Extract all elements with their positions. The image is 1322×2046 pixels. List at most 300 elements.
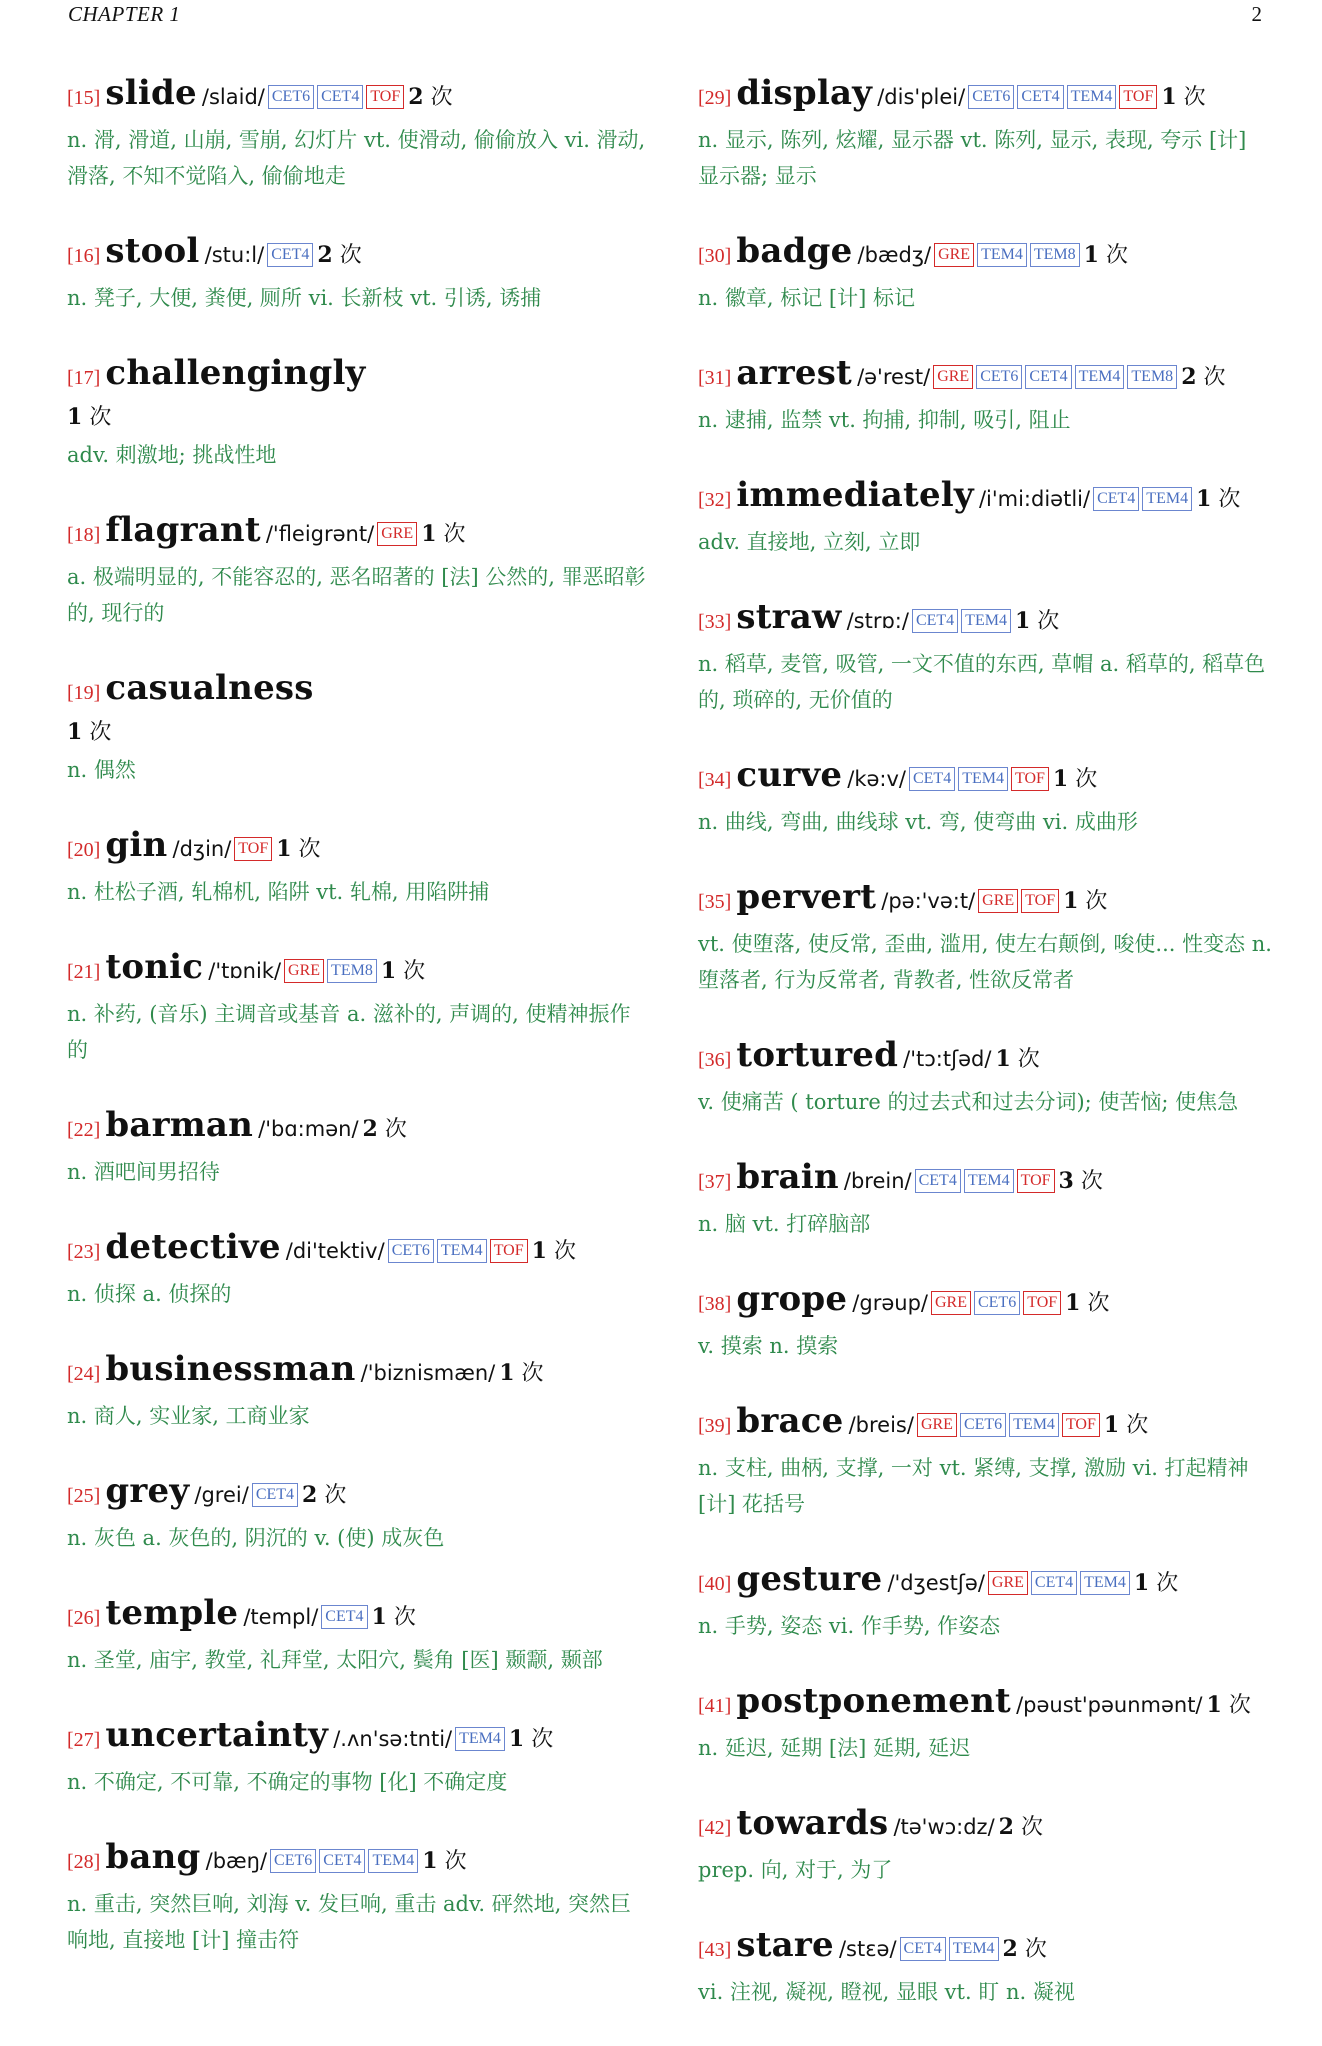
frequency-count: 2 <box>317 242 333 268</box>
definition: n. 偶然 <box>67 758 136 782</box>
vocab-entry <box>67 824 647 910</box>
entry-headline <box>67 1104 647 1152</box>
frequency-count: 1 <box>1063 888 1079 914</box>
entry-number: [25] <box>67 1485 101 1507</box>
frequency <box>1003 1937 1047 1962</box>
exam-tag-cet4: CET4 <box>267 243 313 267</box>
definition: v. 使痛苦 ( torture 的过去式和过去分词); 使苦恼; 使焦急 <box>698 1090 1239 1114</box>
headword: arrest <box>736 353 852 393</box>
pronunciation: /strɒ:/ <box>846 609 909 633</box>
right-column <box>698 72 1272 2046</box>
frequency <box>1015 609 1059 634</box>
exam-tag-tof: TOF <box>1017 1169 1055 1193</box>
frequency <box>421 522 465 547</box>
frequency-unit: 次 <box>384 1117 407 1142</box>
exam-tag-tem4: TEM4 <box>1067 85 1117 109</box>
frequency-unit: 次 <box>1218 487 1241 512</box>
frequency-count: 1 <box>1133 1570 1150 1596</box>
headword: stool <box>105 231 200 271</box>
frequency-unit: 次 <box>393 1605 416 1630</box>
vocab-entry <box>698 754 1272 840</box>
pronunciation: /.ʌn'sə:tnti/ <box>333 1727 453 1751</box>
frequency-unit: 次 <box>430 85 453 110</box>
frequency <box>1053 767 1097 792</box>
headword: uncertainty <box>105 1715 329 1755</box>
vocab-entry <box>698 1924 1272 2010</box>
entry-number: [20] <box>67 839 101 861</box>
headword: brace <box>736 1401 844 1441</box>
exam-tag-tof: TOF <box>1021 889 1059 913</box>
frequency-count: 2 <box>362 1116 378 1142</box>
exam-tag-tof: TOF <box>1023 1291 1061 1315</box>
frequency <box>509 1727 553 1752</box>
frequency <box>995 1047 1039 1072</box>
vocab-entry <box>698 1558 1272 1644</box>
headword: gin <box>105 825 168 865</box>
definition: adv. 直接地, 立刻, 立即 <box>698 530 921 554</box>
entry-number: [29] <box>698 87 732 109</box>
exam-tag-tem4: TEM4 <box>455 1727 505 1751</box>
frequency-count: 1 <box>1083 242 1099 268</box>
frequency-unit: 次 <box>1080 1169 1103 1194</box>
exam-tag-gre: GRE <box>933 365 973 389</box>
exam-tag-tem8: TEM8 <box>327 959 377 983</box>
entry-number: [15] <box>67 87 101 109</box>
entry-headline <box>67 1836 647 1884</box>
frequency-count: 1 <box>1065 1290 1081 1316</box>
frequency-unit: 次 <box>444 1849 467 1874</box>
pronunciation: /pə:'və:t/ <box>881 889 976 913</box>
entry-number: [27] <box>67 1729 101 1751</box>
headword: detective <box>105 1227 281 1267</box>
definition: n. 不确定, 不可靠, 不确定的事物 [化] 不确定度 <box>67 1770 508 1794</box>
frequency <box>363 1117 407 1142</box>
frequency-unit: 次 <box>1156 1571 1179 1596</box>
exam-tag-tof: TOF <box>1011 767 1049 791</box>
pronunciation: /slaid/ <box>201 85 265 109</box>
entry-number: [36] <box>698 1049 732 1071</box>
exam-tag-gre: GRE <box>934 243 974 267</box>
frequency-count: 2 <box>408 84 424 110</box>
entry-headline <box>698 1156 1272 1204</box>
exam-tag-cet6: CET6 <box>388 1239 434 1263</box>
entry-number: [21] <box>67 961 101 983</box>
frequency-count: 1 <box>508 1726 525 1752</box>
exam-tag-tem4: TEM4 <box>949 1937 999 1961</box>
frequency-count: 1 <box>1161 84 1177 110</box>
entry-number: [32] <box>698 489 732 511</box>
entry-headline <box>698 1400 1272 1448</box>
frequency-unit: 次 <box>1020 1815 1043 1840</box>
vocab-entry <box>698 1034 1272 1120</box>
frequency-unit: 次 <box>443 522 466 547</box>
exam-tag-cet6: CET6 <box>268 85 314 109</box>
frequency-unit: 次 <box>1087 1291 1110 1316</box>
exam-tag-cet4: CET4 <box>319 1849 365 1873</box>
entry-headline <box>67 352 647 400</box>
definition: prep. 向, 对于, 为了 <box>698 1858 893 1882</box>
frequency <box>302 1483 346 1508</box>
pronunciation: /brein/ <box>843 1169 912 1193</box>
frequency <box>1207 1693 1251 1718</box>
definition: n. 支柱, 曲柄, 支撑, 一对 vt. 紧缚, 支撑, 激励 vi. 打起精神 [计] 花括号 <box>698 1456 1249 1516</box>
definition: n. 补药, (音乐) 主调音或基音 a. 滋补的, 声调的, 使精神振作的 <box>67 1002 631 1062</box>
definition: n. 圣堂, 庙宇, 教堂, 礼拜堂, 太阳穴, 鬓角 [医] 颞颥, 颞部 <box>67 1648 603 1672</box>
exam-tag-gre: GRE <box>284 959 324 983</box>
vocab-entry <box>698 474 1272 560</box>
entry-number: [28] <box>67 1851 101 1873</box>
frequency <box>317 243 361 268</box>
pronunciation: /breis/ <box>848 1413 914 1437</box>
pronunciation: /grei/ <box>194 1483 249 1507</box>
entry-number: [26] <box>67 1607 101 1629</box>
frequency-unit: 次 <box>339 243 362 268</box>
vocab-entry <box>67 1592 647 1678</box>
exam-tag-tof: TOF <box>490 1239 528 1263</box>
headword: stare <box>736 1925 834 1965</box>
vocab-entry <box>67 667 647 788</box>
entry-headline <box>67 1470 647 1518</box>
frequency-unit: 次 <box>1037 609 1060 634</box>
frequency-unit: 次 <box>1024 1937 1047 1962</box>
pronunciation: /kə:v/ <box>847 767 906 791</box>
frequency-unit: 次 <box>1228 1693 1251 1718</box>
frequency-count: 2 <box>1002 1936 1018 1962</box>
frequency <box>67 405 111 430</box>
exam-tag-cet6: CET6 <box>270 1849 316 1873</box>
definition: n. 显示, 陈列, 炫耀, 显示器 vt. 陈列, 显示, 表现, 夸示 [计] 显示器; 显示 <box>698 128 1247 188</box>
definition: n. 商人, 实业家, 工商业家 <box>67 1404 310 1428</box>
definition: n. 重击, 突然巨响, 刘海 v. 发巨响, 重击 adv. 砰然地, 突然巨响地, 直接地 [计] 撞击符 <box>67 1892 632 1952</box>
entry-headline <box>67 72 647 120</box>
exam-tag-gre: GRE <box>988 1571 1028 1595</box>
definition: n. 手势, 姿态 vi. 作手势, 作姿态 <box>698 1614 1001 1638</box>
entry-headline <box>67 667 647 715</box>
entry-number: [23] <box>67 1241 101 1263</box>
definition: n. 杜松子酒, 轧棉机, 陷阱 vt. 轧棉, 用陷阱捕 <box>67 880 490 904</box>
entry-number: [31] <box>698 367 732 389</box>
frequency <box>67 720 111 745</box>
exam-tag-cet4: CET4 <box>909 767 955 791</box>
definition: n. 酒吧间男招待 <box>67 1160 220 1184</box>
frequency-count: 1 <box>1052 766 1069 792</box>
pronunciation: /'tɔ:tʃəd/ <box>903 1047 992 1071</box>
entry-number: [33] <box>698 611 732 633</box>
pronunciation: /stɛə/ <box>838 1937 897 1961</box>
exam-tag-cet4: CET4 <box>1017 85 1063 109</box>
entry-number: [16] <box>67 245 101 267</box>
entry-headline <box>698 230 1272 278</box>
headword: grope <box>736 1279 848 1319</box>
definition: n. 稻草, 麦管, 吸管, 一文不值的东西, 草帽 a. 稻草的, 稻草色的, 琐碎的, 无价值的 <box>698 652 1266 712</box>
vocab-entry <box>67 352 647 473</box>
vocab-entry <box>698 1156 1272 1242</box>
entry-number: [19] <box>67 682 101 704</box>
frequency-unit: 次 <box>1183 85 1206 110</box>
entry-headline <box>67 946 647 994</box>
headword: flagrant <box>105 510 261 550</box>
entry-number: [38] <box>698 1293 732 1315</box>
frequency-count: 1 <box>421 521 437 547</box>
definition: n. 曲线, 弯曲, 曲线球 vt. 弯, 使弯曲 vi. 成曲形 <box>698 810 1138 834</box>
definition: n. 逮捕, 监禁 vt. 拘捕, 抑制, 吸引, 阻止 <box>698 408 1071 432</box>
vocab-entry <box>698 1400 1272 1522</box>
frequency-count: 1 <box>1206 1692 1222 1718</box>
exam-tag-tem4: TEM4 <box>977 243 1027 267</box>
exam-tag-cet4: CET4 <box>321 1605 367 1629</box>
headword: barman <box>105 1105 254 1145</box>
frequency <box>1063 889 1107 914</box>
frequency-unit: 次 <box>1085 889 1108 914</box>
frequency-unit: 次 <box>553 1239 576 1264</box>
left-column <box>67 72 647 1994</box>
pronunciation: /di'tektiv/ <box>285 1239 385 1263</box>
exam-tag-tem4: TEM4 <box>1075 365 1125 389</box>
vocab-entry <box>698 1802 1272 1888</box>
headword: tortured <box>736 1035 899 1075</box>
exam-tag-tem4: TEM4 <box>437 1239 487 1263</box>
pronunciation: /'tɒnik/ <box>208 959 282 983</box>
pronunciation: /templ/ <box>243 1605 319 1629</box>
headword: slide <box>105 73 197 113</box>
headword: casualness <box>105 668 314 708</box>
vocab-entry <box>67 1470 647 1556</box>
headword: straw <box>736 597 842 637</box>
exam-tag-tem4: TEM4 <box>964 1169 1014 1193</box>
pronunciation: /pəust'pəunmənt/ <box>1016 1693 1203 1717</box>
headword: bang <box>105 1837 201 1877</box>
frequency-unit: 次 <box>1126 1413 1149 1438</box>
frequency <box>1059 1169 1103 1194</box>
frequency <box>372 1605 416 1630</box>
frequency-count: 1 <box>1103 1412 1120 1438</box>
headword: tonic <box>105 947 204 987</box>
entry-number: [43] <box>698 1939 732 1961</box>
vocab-entry <box>698 72 1272 194</box>
frequency-unit: 次 <box>531 1727 554 1752</box>
pronunciation: /bæŋ/ <box>205 1849 268 1873</box>
definition: v. 摸索 n. 摸索 <box>698 1334 839 1358</box>
exam-tag-cet4: CET4 <box>317 85 363 109</box>
definition: n. 灰色 a. 灰色的, 阴沉的 v. (使) 成灰色 <box>67 1526 445 1550</box>
entry-headline <box>698 1802 1272 1850</box>
exam-tag-tem8: TEM8 <box>1030 243 1080 267</box>
frequency-count: 2 <box>1181 364 1197 390</box>
exam-tag-tem4: TEM4 <box>1142 487 1192 511</box>
entry-number: [34] <box>698 769 732 791</box>
pronunciation: /'fleigrənt/ <box>265 522 375 546</box>
pronunciation: /'biznismæn/ <box>360 1361 496 1385</box>
exam-tag-tem4: TEM4 <box>958 767 1008 791</box>
pronunciation: /dʒin/ <box>172 837 232 861</box>
entry-headline <box>698 1924 1272 1972</box>
entry-headline <box>67 824 647 872</box>
definition: a. 极端明显的, 不能容忍的, 恶名昭著的 [法] 公然的, 罪恶昭彰的, 现行的 <box>67 565 646 625</box>
exam-tag-tof: TOF <box>234 837 272 861</box>
entry-number: [41] <box>698 1695 732 1717</box>
vocab-entry <box>67 1714 647 1800</box>
headword: badge <box>736 231 853 271</box>
frequency-count: 3 <box>1058 1168 1074 1194</box>
headword: pervert <box>736 877 877 917</box>
frequency-unit: 次 <box>1203 365 1226 390</box>
entry-number: [17] <box>67 367 101 389</box>
definition: adv. 刺激地; 挑战性地 <box>67 443 277 467</box>
frequency-count: 1 <box>67 719 83 745</box>
entry-headline <box>698 474 1272 522</box>
vocab-entry <box>67 1348 647 1434</box>
definition: n. 延迟, 延期 [法] 延期, 延迟 <box>698 1736 971 1760</box>
pronunciation: /grəup/ <box>852 1291 928 1315</box>
frequency-count: 1 <box>371 1604 387 1630</box>
vocab-entry <box>698 596 1272 718</box>
pronunciation: /tə'wɔ:dz/ <box>893 1815 995 1839</box>
vocab-entry <box>67 1226 647 1312</box>
entry-number: [18] <box>67 524 101 546</box>
pronunciation: /i'mi:diətli/ <box>978 487 1091 511</box>
vocab-entry <box>698 1278 1272 1364</box>
frequency <box>381 959 425 984</box>
frequency-count: 1 <box>995 1046 1011 1072</box>
exam-tag-cet4: CET4 <box>1093 487 1139 511</box>
exam-tag-cet4: CET4 <box>915 1169 961 1193</box>
entry-number: [39] <box>698 1415 732 1437</box>
definition: n. 滑, 滑道, 山崩, 雪崩, 幻灯片 vt. 使滑动, 偷偷放入 vi. 滑动, 滑落, 不知不觉陷入, 偷偷地走 <box>67 128 646 188</box>
frequency <box>1134 1571 1178 1596</box>
pronunciation: /stu:l/ <box>204 243 265 267</box>
frequency <box>276 837 320 862</box>
exam-tag-cet4: CET4 <box>1031 1571 1077 1595</box>
frequency <box>999 1815 1043 1840</box>
headword: postponement <box>736 1681 1011 1721</box>
entry-headline <box>67 1226 647 1274</box>
frequency <box>1104 1413 1148 1438</box>
frequency-count: 1 <box>67 404 83 430</box>
exam-tag-tof: TOF <box>1062 1413 1100 1437</box>
entry-number: [37] <box>698 1171 732 1193</box>
exam-tag-cet6: CET6 <box>976 365 1022 389</box>
pronunciation: /bædʒ/ <box>857 243 932 267</box>
frequency <box>1161 85 1205 110</box>
exam-tag-tof: TOF <box>366 85 404 109</box>
exam-tag-tem4: TEM4 <box>1080 1571 1130 1595</box>
entry-headline <box>698 1034 1272 1082</box>
frequency-count: 2 <box>998 1814 1014 1840</box>
definition: n. 徽章, 标记 [计] 标记 <box>698 286 915 310</box>
frequency <box>422 1849 466 1874</box>
entry-number: [24] <box>67 1363 101 1385</box>
frequency-count: 1 <box>1196 486 1212 512</box>
frequency-unit: 次 <box>1017 1047 1040 1072</box>
entry-headline <box>67 509 647 557</box>
headword: display <box>736 73 873 113</box>
frequency-count: 1 <box>380 958 397 984</box>
vocab-entry <box>67 509 647 631</box>
frequency-line <box>67 715 647 750</box>
vocab-entry <box>67 1104 647 1190</box>
vocab-entry <box>67 1836 647 1958</box>
exam-tag-gre: GRE <box>377 522 417 546</box>
exam-tag-cet4: CET4 <box>912 609 958 633</box>
exam-tag-tem4: TEM4 <box>368 1849 418 1873</box>
frequency-unit: 次 <box>324 1483 347 1508</box>
definition: n. 凳子, 大便, 粪便, 厕所 vi. 长新枝 vt. 引诱, 诱捕 <box>67 286 542 310</box>
definition: n. 脑 vt. 打碎脑部 <box>698 1212 871 1236</box>
exam-tag-gre: GRE <box>917 1413 957 1437</box>
pronunciation: /'bɑ:mən/ <box>258 1117 359 1141</box>
entry-number: [30] <box>698 245 732 267</box>
exam-tag-cet4: CET4 <box>252 1483 298 1507</box>
frequency <box>532 1239 576 1264</box>
vocab-entry <box>67 230 647 316</box>
headword: grey <box>105 1471 190 1511</box>
exam-tag-tem8: TEM8 <box>1127 365 1177 389</box>
frequency-count: 1 <box>276 836 292 862</box>
pronunciation: /'dʒestʃə/ <box>887 1571 985 1595</box>
entry-number: [22] <box>67 1119 101 1141</box>
exam-tag-tem4: TEM4 <box>1009 1413 1059 1437</box>
frequency-count: 2 <box>302 1482 318 1508</box>
entry-number: [40] <box>698 1573 732 1595</box>
definition: n. 侦探 a. 侦探的 <box>67 1282 232 1306</box>
entry-headline <box>698 1278 1272 1326</box>
exam-tag-cet6: CET6 <box>974 1291 1020 1315</box>
frequency <box>499 1361 543 1386</box>
vocab-entry <box>698 876 1272 998</box>
entry-headline <box>698 1558 1272 1606</box>
frequency-unit: 次 <box>89 720 112 745</box>
vocab-entry <box>698 352 1272 438</box>
exam-tag-tof: TOF <box>1119 85 1157 109</box>
pronunciation: /ə'rest/ <box>857 365 931 389</box>
vocab-entry <box>67 72 647 194</box>
vocab-entry <box>67 946 647 1068</box>
frequency-count: 1 <box>422 1848 438 1874</box>
frequency-unit: 次 <box>1105 243 1128 268</box>
entry-headline <box>67 1714 647 1762</box>
entry-headline <box>698 72 1272 120</box>
headword: businessman <box>105 1349 356 1389</box>
frequency-count: 1 <box>499 1360 515 1386</box>
exam-tag-tem4: TEM4 <box>961 609 1011 633</box>
entry-headline <box>698 352 1272 400</box>
frequency-line <box>67 400 647 435</box>
headword: challengingly <box>105 353 366 393</box>
frequency-unit: 次 <box>89 405 112 430</box>
entry-headline <box>698 754 1272 802</box>
entry-headline <box>67 230 647 278</box>
exam-tag-cet6: CET6 <box>960 1413 1006 1437</box>
frequency <box>408 85 452 110</box>
entry-headline <box>67 1592 647 1640</box>
frequency-unit: 次 <box>403 959 426 984</box>
headword: towards <box>736 1803 889 1843</box>
frequency <box>1196 487 1240 512</box>
page-number: 2 <box>1251 1 1262 26</box>
entry-headline <box>698 1680 1272 1728</box>
exam-tag-gre: GRE <box>978 889 1018 913</box>
frequency-unit: 次 <box>521 1361 544 1386</box>
headword: temple <box>105 1593 239 1633</box>
frequency-count: 1 <box>531 1238 547 1264</box>
page-header <box>68 0 1262 28</box>
definition: vt. 使堕落, 使反常, 歪曲, 滥用, 使左右颠倒, 唆使... 性变态 n. 堕落者, 行为反常者, 背教者, 性欲反常者 <box>698 932 1272 992</box>
headword: gesture <box>736 1559 883 1599</box>
frequency-unit: 次 <box>298 837 321 862</box>
headword: brain <box>736 1157 839 1197</box>
headword: curve <box>736 755 843 795</box>
pronunciation: /dis'plei/ <box>877 85 966 109</box>
